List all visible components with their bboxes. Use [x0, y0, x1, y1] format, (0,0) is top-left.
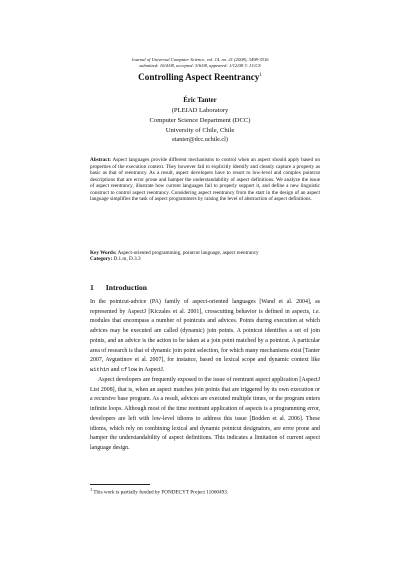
p1-text-c: in AspectJ.	[137, 366, 165, 373]
paper-title	[0, 72, 400, 82]
section-title: Introduction	[105, 283, 148, 292]
section-number: 1	[90, 283, 94, 292]
title-text: Controlling Aspect Reentrancy	[138, 72, 260, 82]
p1-text-b: modules that encompass a number of pointcuts and advices. Points during execution at which advices may be executed are called (dynamic) join points. A pointcut identifies a set of join points, and an advice is the action to be taken at a join point matched by a pointcut. A particular area of research is that of dynamic join point selection, for which many mechanisms exist [Tanter 2007, Avgustinov et al. 2007], for instance, based on lexical scope and dynamic context like	[90, 318, 320, 364]
footnote	[90, 487, 320, 496]
abstract	[90, 157, 320, 203]
title-footnote-mark: 1	[259, 72, 262, 78]
keywords-label: Key Words:	[90, 250, 117, 256]
submission-dates: submitted: 16/4/08, accepted: 5/6/08, appeared: 1/12/08 © J.UCS	[139, 63, 261, 68]
p1-within: within	[90, 366, 110, 373]
category-label: Category:	[90, 256, 113, 262]
author-email: etanter@dcc.uchile.cl)	[172, 136, 228, 143]
p1-text-a: In the pointcut-advice (PA) family of aspect-oriented languages [Wand et al. 2004], as represented by AspectJ [Kiczales et al. 2001], crosscutting behavior is defined in aspects,	[90, 299, 320, 315]
abstract-text: Aspect languages provide different mechanisms to control when an aspect should apply based on properties of the execution context. They however fail to explicitly identify and cleanly capture a property as basic as that of reentrancy. As a result, aspect developers have to resort to low-level and complex pointcut descriptions that are error prone and hamper the understandability of aspect definitions. We analyze the issue of aspect reentrancy, illustrate how current languages fail to properly support it, and define a new linguistic construct to control aspect reentrancy. Considering aspect reentrancy from the start in the design of an aspect language simplifies the task of aspect programmers by raising the level of abstraction of aspect definitions.	[90, 157, 320, 202]
author-affiliation-lab: (PLEIAD Laboratory	[171, 107, 229, 114]
category-text: D.1.m, D.3.3	[113, 256, 141, 262]
p1-cflow: cflow	[120, 366, 138, 373]
footnote-rule	[90, 484, 150, 485]
journal-citation: Journal of Universal Computer Science, vol. 14, no. 21 (2008), 3498-3516	[131, 57, 269, 62]
paragraph-1	[90, 298, 320, 376]
author-affiliation-dept: Computer Science Department (DCC)	[149, 117, 251, 124]
p1-and: and	[109, 366, 121, 373]
author-name: Éric Tanter	[183, 97, 217, 104]
p1-ie: i.e.	[312, 308, 320, 315]
category	[90, 256, 400, 263]
abstract-label: Abstract:	[90, 157, 112, 163]
paragraph-2: Aspect developers are frequently exposed to the issue of reentrant aspect application [AspectJ List 2008], that is, when an aspect matches join points that are triggered by its own execution or a recursive base program. As a result, advices are executed multiple times, or the program enters infinite loops. Although most of the time reentrant application of aspects is a programming error, developers are left with low-level idioms to address this issue [Bodden et al. 2006]. These idioms, which rely on combining lexical and dynamic pointcut designators, are error prone and hamper the understandability of aspect definitions. This indicates a limitation of current aspect language design.	[90, 377, 320, 451]
section-heading	[90, 283, 147, 292]
footnote-mark: 1	[90, 487, 93, 492]
footnote-text: This work is partially funded by FONDECYT Project 11060493.	[93, 489, 229, 496]
keywords-text: Aspect-oriented programming, pointcut language, aspect reentrancy	[117, 250, 259, 256]
author-affiliation-university: University of Chile, Chile	[165, 127, 235, 134]
